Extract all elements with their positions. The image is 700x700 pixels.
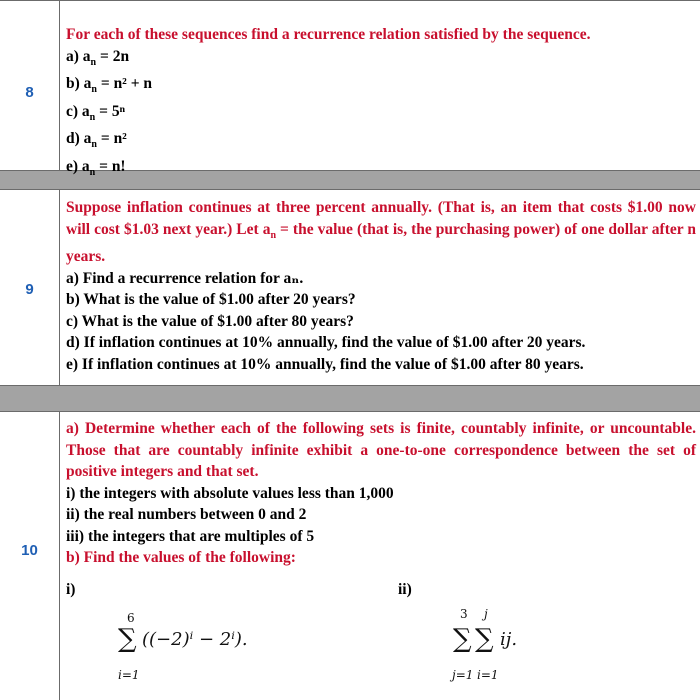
question-9-item-b: b) What is the value of $1.00 after 20 years? [66,291,356,309]
question-8-item-e: e) $a_n = n$! [66,157,126,178]
question-9-prompt: Suppose inflation continues at three percent annually. (That is, an item that costs $1.00 now will cost $1.03 next year.) Let $a_n$ = the value (that is, the purchasing power) of one dollar after n years. [66,199,696,266]
sum1-upper-limit: 6 [127,611,135,625]
question-9-item-a: a) Find a recurrence relation for aₙ. [66,269,304,287]
sum2-upper-inner: j [484,607,488,621]
question-10-item-i: i) the integers with absolute values less than 1,000 [66,484,394,502]
column-divider [59,0,60,700]
question-9-item-d: d) If inflation continues at 10% annually, find the value of $1.00 after 20 years. [66,334,586,352]
question-8-item-d: d) $a_n = n^2$ [66,130,127,151]
question-10-part-a: a) Determine whether each of the following sets is finite, countably infinite, or uncountable. Those that are countably infinite exhibit a one-to-one correspondence between the set of positive integers and that set. [66,420,696,480]
sum1-sigma-icon: ∑ [118,624,137,654]
sum1-lower-limit: i=1 [118,668,140,682]
sum2-upper-outer: 3 [460,607,468,621]
question-8-item-c: c) $a_n = 5^n$ [66,102,125,123]
top-border [0,0,700,1]
sub-label-i: i) [66,581,76,598]
row-number-9: 9 [25,281,34,298]
question-8-item-b: b) $a_n = n^2 + n$ [66,75,153,96]
question-9 [66,197,696,375]
row-number-8: 8 [25,84,34,101]
sum2-lower-inner: i=1 [477,668,499,682]
question-9-item-c: c) What is the value of $1.00 after 80 years? [66,312,354,330]
question-8-prompt: For each of these sequences find a recurrence relation satisfied by the sequence. [66,26,591,43]
sub-label-ii: ii) [398,581,412,598]
row-number-10: 10 [21,542,38,559]
question-10-item-ii: ii) the real numbers between 0 and 2 [66,506,307,523]
question-8-item-a: a) $a_n = 2n$ [66,47,130,68]
sum1-expression: ((−2)ⁱ − 2ⁱ). [142,629,248,650]
question-9-item-e: e) If inflation continues at 10% annually, find the value of $1.00 after 80 years. [66,355,584,373]
question-10-item-iii: iii) the integers that are multiples of 5 [66,527,315,545]
question-10 [66,418,696,569]
question-8 [66,24,696,183]
sum2-lower-outer: j=1 [452,668,474,682]
separator-band-2 [0,385,700,412]
sum2-outer-sigma-icon: ∑ [453,624,472,654]
sum2-expression: ij. [500,629,518,650]
question-10-part-b: b) Find the values of the following: [66,549,296,566]
sum2-inner-sigma-icon: ∑ [475,624,494,654]
